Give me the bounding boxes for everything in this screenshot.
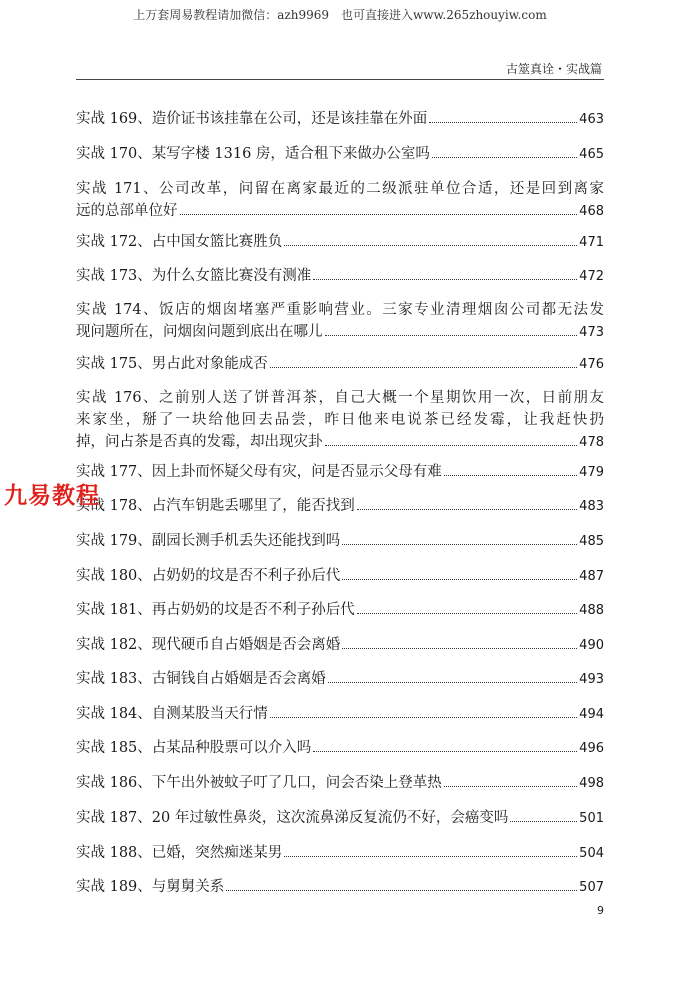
toc-entry-line: 实战 174、饭店的烟囱堵塞严重影响营业。三家专业清理烟囱公司都无法发	[76, 302, 604, 318]
toc-entry[interactable]	[76, 772, 604, 795]
dot-leader	[325, 445, 578, 446]
toc-entry[interactable]	[76, 807, 604, 830]
dot-leader	[444, 475, 577, 476]
dot-leader	[429, 122, 577, 123]
toc-entry[interactable]	[76, 299, 604, 344]
toc-entry[interactable]	[76, 495, 604, 518]
toc-entry-page: 471	[579, 235, 604, 250]
toc-entry-page: 472	[579, 269, 604, 284]
toc-entry-title: 实战 181、再占奶奶的坟是否不利子孙后代	[76, 602, 355, 618]
toc-entry-title: 实战 187、20 年过敏性鼻炎，这次流鼻涕反复流仍不好，会癌变吗	[76, 810, 509, 826]
toc-entry[interactable]	[76, 265, 604, 288]
toc-entry-page: 496	[579, 741, 604, 756]
toc-entry[interactable]	[76, 353, 604, 376]
toc-entry-title: 实战 170、某写字楼 1316 房，适合租下来做办公室吗	[76, 146, 430, 162]
toc-entry-page: 485	[579, 534, 604, 549]
toc-entry-page: 476	[579, 357, 604, 372]
toc-entry-page: 498	[579, 776, 604, 791]
toc-entry-page: 490	[579, 638, 604, 653]
toc-entry[interactable]	[76, 461, 604, 484]
toc-entry-page: 473	[579, 325, 604, 340]
dot-leader	[313, 751, 577, 752]
page-number: 9	[597, 904, 604, 917]
toc-entry-line: 现问题所在，问烟囱问题到底出在哪儿	[76, 324, 323, 340]
toc-entry-title: 实战 184、自测某股当天行情	[76, 706, 268, 722]
toc-entry-title: 实战 180、占奶奶的坟是否不利子孙后代	[76, 568, 341, 584]
dot-leader	[180, 214, 578, 215]
toc-entry-line: 掉，问占茶是否真的发霉，却出现灾卦	[76, 434, 323, 450]
dot-leader	[432, 157, 577, 158]
dot-leader	[342, 579, 577, 580]
toc-entry-line: 实战 171、公司改革，问留在离家最近的二级派驻单位合适，还是回到离家	[76, 181, 604, 197]
toc-entry-page: 494	[579, 707, 604, 722]
toc-entry-page: 501	[579, 811, 604, 826]
dot-leader	[510, 821, 577, 822]
toc-entry-page: 488	[579, 603, 604, 618]
dot-leader	[444, 786, 577, 787]
toc-entry[interactable]	[76, 737, 604, 760]
dot-leader	[226, 890, 577, 891]
toc-entry-title: 实战 175、男占此对象能成否	[76, 356, 268, 372]
toc-entry[interactable]	[76, 530, 604, 553]
dot-leader	[357, 509, 577, 510]
toc-entry-line: 实战 176、之前别人送了饼普洱茶，自己大概一个星期饮用一次，日前朋友	[76, 390, 604, 406]
toc-entry-title: 实战 179、副园长测手机丢失还能找到吗	[76, 533, 341, 549]
toc-entry[interactable]	[76, 668, 604, 691]
dot-leader	[284, 856, 577, 857]
toc-entry-title: 实战 178、占汽车钥匙丢哪里了，能否找到	[76, 498, 355, 514]
toc-entry-title: 实战 188、已婚，突然痴迷某男	[76, 845, 283, 861]
toc-entry-title: 实战 183、古铜钱自占婚姻是否会离婚	[76, 671, 326, 687]
toc-entry[interactable]	[76, 143, 604, 166]
toc-entry-page: 493	[579, 672, 604, 687]
toc-entry-page: 478	[579, 435, 604, 450]
toc-entry-title: 实战 189、与舅舅关系	[76, 879, 225, 895]
toc-entry[interactable]	[76, 231, 604, 254]
dot-leader	[313, 279, 577, 280]
toc-entry-page: 487	[579, 569, 604, 584]
toc-entry-title: 实战 185、占某品种股票可以介入吗	[76, 740, 312, 756]
toc-entry-title: 实战 177、因上卦而怀疑父母有灾，问是否显示父母有难	[76, 464, 442, 480]
toc-entry[interactable]	[76, 108, 604, 131]
toc-entry[interactable]	[76, 876, 604, 899]
dot-leader	[284, 245, 577, 246]
toc-entry[interactable]	[76, 565, 604, 588]
toc-entry[interactable]	[76, 178, 604, 223]
toc-entry-title: 实战 172、占中国女篮比赛胜负	[76, 234, 283, 250]
header-rule	[76, 79, 604, 80]
toc-entry-title: 实战 169、造价证书该挂靠在公司，还是该挂靠在外面	[76, 111, 428, 127]
dot-leader	[270, 367, 577, 368]
toc-entry-page: 465	[579, 147, 604, 162]
toc-entry-page: 468	[579, 204, 604, 219]
toc-entry[interactable]	[76, 387, 604, 454]
toc-entry[interactable]	[76, 842, 604, 865]
toc-entry-page: 479	[579, 465, 604, 480]
toc-entry-page: 463	[579, 112, 604, 127]
dot-leader	[325, 335, 578, 336]
toc-entry-line: 远的总部单位好	[76, 203, 178, 219]
watermark-text: 九易教程	[4, 483, 100, 509]
toc-entry-title: 实战 182、现代硬币自占婚姻是否会离婚	[76, 637, 341, 653]
running-head: 古筮真诠・实战篇	[505, 62, 602, 76]
toc-entry[interactable]	[76, 634, 604, 657]
dot-leader	[342, 544, 577, 545]
toc-entry-line: 来家坐，掰了一块给他回去品尝，昨日他来电说茶已经发霉，让我赶快扔	[76, 412, 604, 428]
toc-entry-title: 实战 186、下午出外被蚊子叮了几口，问会否染上登革热	[76, 775, 442, 791]
toc-entry-title: 实战 173、为什么女篮比赛没有测准	[76, 268, 312, 284]
toc-entry[interactable]	[76, 599, 604, 622]
toc-entry[interactable]	[76, 703, 604, 726]
toc-entry-page: 483	[579, 499, 604, 514]
top-banner: 上万套周易教程请加微信：azh9969 也可直接进入www.265zhouyiw.com	[133, 8, 547, 22]
dot-leader	[357, 613, 577, 614]
toc-entry-page: 504	[579, 846, 604, 861]
dot-leader	[328, 682, 577, 683]
dot-leader	[270, 717, 577, 718]
dot-leader	[342, 648, 577, 649]
toc-entry-page: 507	[579, 880, 604, 895]
